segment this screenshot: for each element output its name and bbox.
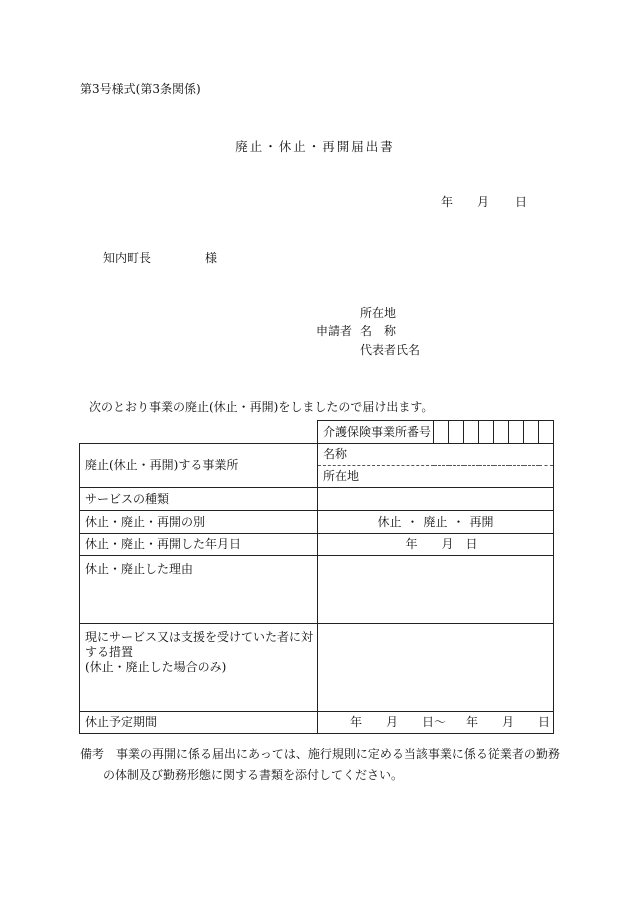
blank-cell — [80, 421, 318, 444]
separator: ・ — [406, 514, 419, 529]
intro-text: 次のとおり事業の廃止(休止・再開)をしましたので届け出ます。 — [89, 400, 434, 414]
office-number-digit-1[interactable] — [434, 421, 449, 444]
distinction-options — [377, 515, 493, 530]
reason-label: 休止・廃止した理由 — [80, 556, 318, 624]
remarks-line1: 備考 事業の再開に係る届出にあっては、施行規則に定める当該事業に係る従業者の勤務 — [80, 747, 560, 761]
measures-label-line3: (休止・廃止した場合のみ) — [85, 660, 227, 674]
distinction-label: 休止・廃止・再開の別 — [80, 511, 318, 534]
addressee — [103, 249, 217, 266]
service-type-field[interactable] — [318, 488, 554, 511]
office-location-field[interactable] — [318, 466, 554, 488]
option-suspension[interactable]: 休止 — [377, 514, 402, 529]
period-to-month: 月 — [502, 715, 515, 729]
submission-date — [441, 193, 527, 210]
applicant-label: 申請者 — [316, 324, 353, 338]
office-number-digit-4[interactable] — [479, 421, 494, 444]
period-to-year: 年 — [466, 715, 479, 729]
remarks-line2: の体制及び勤務形態に関する書類を添付してください。 — [103, 768, 404, 782]
period-field[interactable] — [318, 712, 554, 734]
measures-label-line1: 現にサービス又は支援を受けていた者に対 — [85, 630, 314, 644]
period-label: 休止予定期間 — [80, 712, 318, 734]
option-abolition[interactable]: 廃止 — [423, 514, 448, 529]
date-field[interactable] — [318, 534, 554, 556]
office-name-label: 名称 — [323, 447, 348, 461]
office-name-field[interactable] — [318, 444, 554, 466]
measures-field[interactable] — [318, 624, 554, 712]
date-label: 休止・廃止・再開した年月日 — [80, 534, 318, 556]
period-from-year: 年 — [350, 715, 363, 729]
office-number-digit-2[interactable] — [449, 421, 464, 444]
office-number-digit-3[interactable] — [464, 421, 479, 444]
option-resumption[interactable]: 再開 — [469, 514, 494, 529]
date-field-year: 年 — [405, 537, 418, 551]
measures-label — [80, 624, 318, 712]
date-day-label: 日 — [515, 195, 528, 209]
service-type-label: サービスの種類 — [80, 488, 318, 511]
separator: ・ — [452, 514, 465, 529]
addressee-name: 知内町長 — [103, 251, 152, 265]
document-title: 廃止・休止・再開届出書 — [235, 139, 395, 154]
applicant-name-label: 名 称 — [360, 324, 397, 338]
office-number-digit-5[interactable] — [494, 421, 509, 444]
period-to-day: 日 — [538, 715, 551, 729]
form-number: 第3号様式(第3条関係) — [80, 82, 201, 96]
date-year-label: 年 — [441, 195, 454, 209]
office-number-digit-8[interactable] — [539, 421, 554, 444]
period-from-month: 月 — [386, 715, 399, 729]
office-location-label: 所在地 — [323, 469, 360, 483]
remarks — [80, 744, 560, 786]
period-from-day: 日〜 — [422, 715, 447, 729]
office-number-digit-7[interactable] — [524, 421, 539, 444]
date-field-month: 月 — [441, 537, 454, 551]
addressee-honorific: 様 — [205, 251, 218, 265]
measures-label-line2: する措置 — [85, 645, 134, 659]
office-label: 廃止(休止・再開)する事業所 — [80, 444, 318, 488]
office-number-digit-6[interactable] — [509, 421, 524, 444]
reason-field[interactable] — [318, 556, 554, 624]
notification-table — [79, 420, 554, 734]
date-month-label: 月 — [477, 195, 490, 209]
date-field-day: 日 — [465, 537, 478, 551]
applicant-location-label: 所在地 — [360, 306, 397, 320]
office-number-label: 介護保険事業所番号 — [318, 421, 434, 444]
distinction-field[interactable] — [318, 511, 554, 534]
applicant-representative-label: 代表者氏名 — [360, 343, 421, 357]
